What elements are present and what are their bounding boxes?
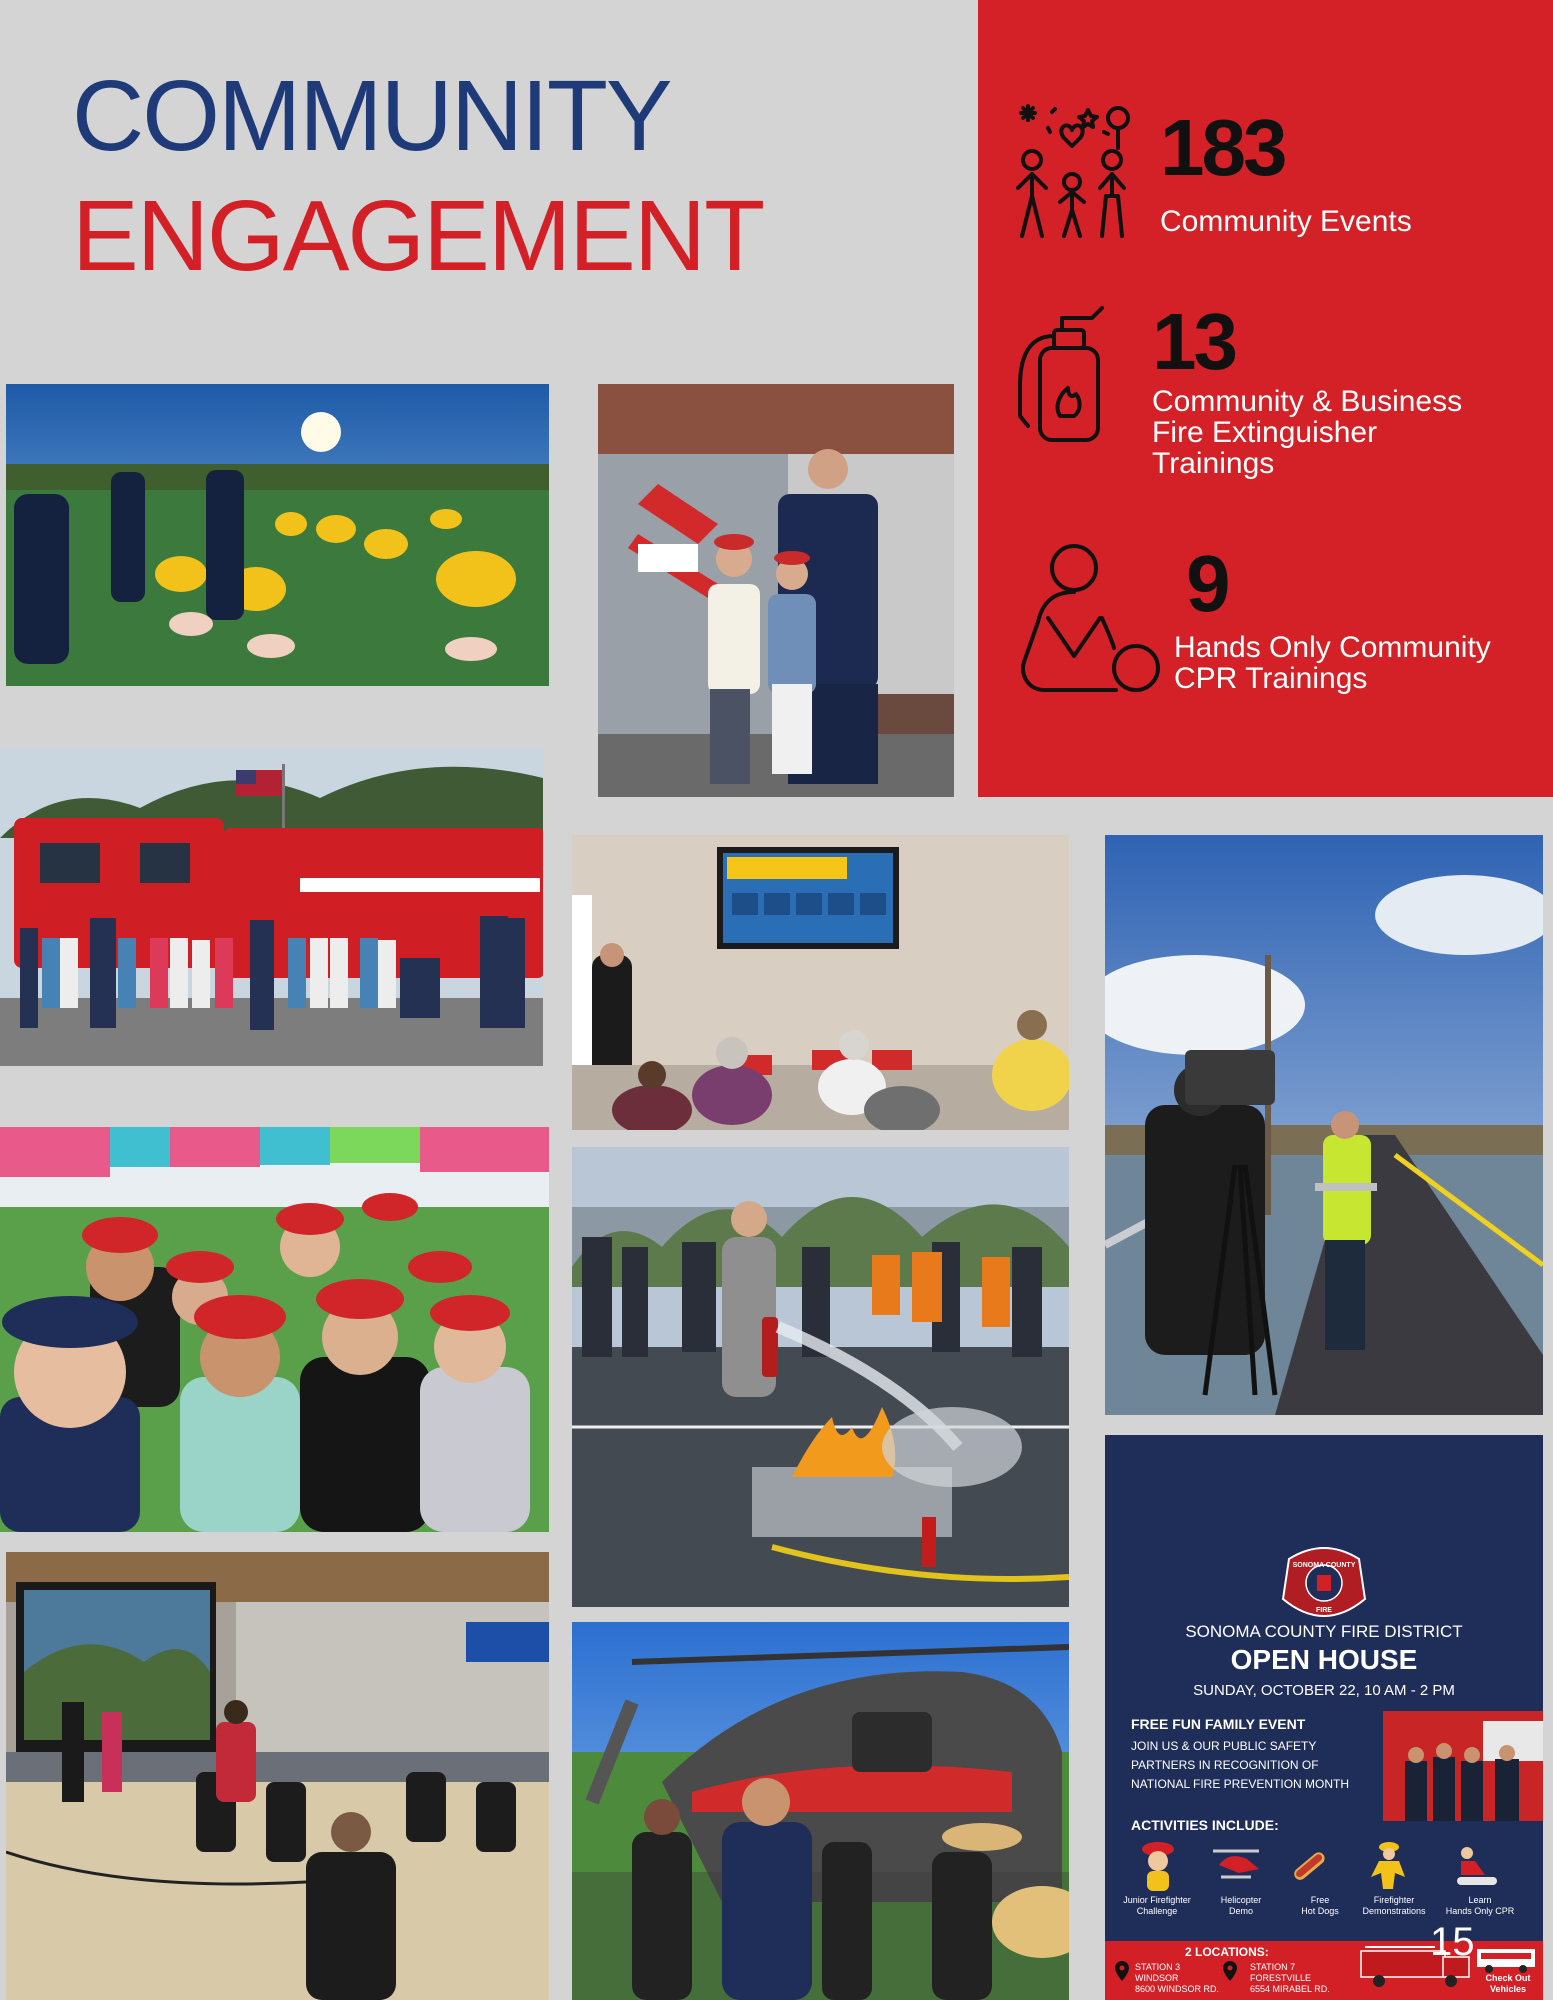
cpr-icon <box>1012 540 1162 700</box>
stat-trainings-number: 13 <box>1152 297 1235 386</box>
flyer-promo-heading: FREE FUN FAMILY EVENT <box>1131 1716 1306 1732</box>
location-station-7: STATION 7 FORESTVILLE 6554 MIRABEL RD. <box>1250 1962 1330 1994</box>
flyer-promo-text: JOIN US & OUR PUBLIC SAFETY PARTNERS IN RECOGNITION OF NATIONAL FIRE PREVENTION MONTH <box>1131 1739 1350 1791</box>
photo-kids-fire-helmets <box>0 1127 549 1532</box>
location-pin-icon <box>1223 1961 1237 1981</box>
photo-extinguisher-demo <box>572 1147 1069 1607</box>
activity-demonstrations: Firefighter Demonstrations <box>1362 1895 1426 1916</box>
photo-fire-trucks-group <box>0 748 543 1066</box>
location-station-3: STATION 3 WINDSOR 8600 WINDSOR RD. <box>1135 1962 1220 1994</box>
check-out-vehicles-label: Check Out Vehicles <box>1485 1973 1531 1994</box>
helicopter-icon <box>1209 1845 1263 1885</box>
page-number: 15 <box>1430 1920 1475 1964</box>
flyer-org: SONOMA COUNTY FIRE DISTRICT <box>1185 1622 1463 1641</box>
activity-helicopter: Helicopter Demo <box>1220 1895 1262 1916</box>
stat-events-number: 183 <box>1160 103 1285 192</box>
photo-cpr-field-training <box>6 384 549 686</box>
badge-bottom-text: FIRE <box>1316 1607 1332 1614</box>
flyer-locations-heading: 2 LOCATIONS: <box>1185 1945 1269 1959</box>
activity-hot-dogs: Free Hot Dogs <box>1301 1895 1339 1916</box>
firefighter-icon <box>1367 1841 1413 1891</box>
flyer-date: SUNDAY, OCTOBER 22, 10 AM - 2 PM <box>1193 1682 1455 1699</box>
vehicle-icon <box>1475 1945 1537 1973</box>
flyer-event-title: OPEN HOUSE <box>1230 1644 1418 1675</box>
stats-panel <box>978 0 1553 797</box>
photo-helicopter-display <box>572 1622 1069 2000</box>
family-celebration-icon <box>1008 98 1138 238</box>
stat-cpr-number: 9 <box>1186 539 1228 628</box>
stat-trainings-label: Community & Business Fire Extinguisher Trainings <box>1152 385 1463 480</box>
flyer-activities-heading: ACTIVITIES INCLUDE: <box>1131 1817 1279 1833</box>
stat-cpr-label: Hands Only Community CPR Trainings <box>1174 631 1491 695</box>
stat-events-label: Community Events <box>1160 205 1412 238</box>
location-pin-icon <box>1115 1961 1129 1981</box>
title-community: COMMUNITY <box>72 60 671 172</box>
fire-extinguisher-icon <box>1012 296 1108 444</box>
activity-learn-cpr: Learn Hands Only CPR <box>1445 1895 1515 1916</box>
learn-cpr-icon <box>1449 1845 1499 1889</box>
hot-dog-icon <box>1285 1843 1331 1889</box>
activity-junior-firefighter: Junior Firefighter Challenge <box>1123 1895 1191 1916</box>
title-engagement: ENGAGEMENT <box>72 180 764 292</box>
photo-gym-presentation <box>6 1552 549 2000</box>
flyer-firefighters-photo <box>1383 1711 1543 1821</box>
photo-senior-presentation <box>572 835 1069 1130</box>
photo-flood-road-interview <box>1105 835 1543 1415</box>
photo-firefighter-with-girls <box>598 384 954 797</box>
badge-top-text: SONOMA COUNTY <box>1292 1562 1356 1569</box>
junior-firefighter-icon <box>1139 1839 1177 1893</box>
